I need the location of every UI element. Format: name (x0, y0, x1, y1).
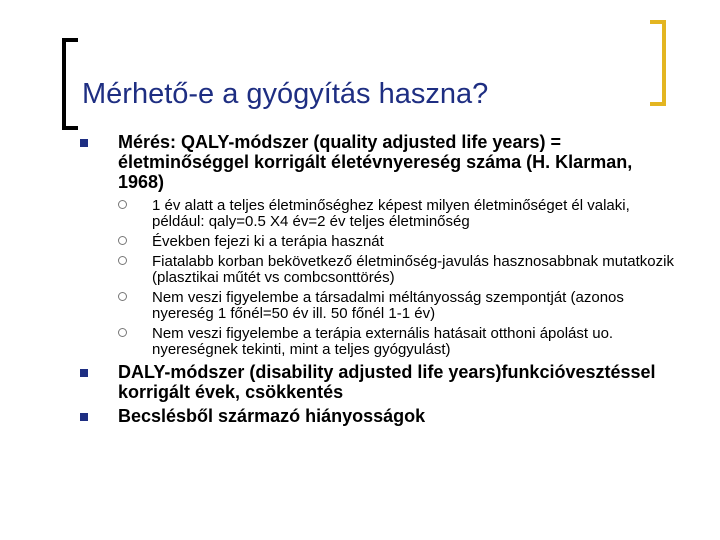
circle-bullet-icon (118, 236, 127, 245)
sub-bullet (80, 326, 680, 358)
sub-bullet (80, 234, 680, 250)
sub-bullet (80, 198, 680, 230)
circle-bullet-icon (118, 292, 127, 301)
sub-bullet-text: Nem veszi figyelembe a társadalmi méltányosság szempontját (azonos nyereség 1 főnél=50 év ill. 50 főnél 1-1 év) (152, 289, 624, 322)
circle-bullet-icon (118, 200, 127, 209)
bullet-text: Becslésből származó hiányosságok (118, 406, 426, 426)
circle-bullet-icon (118, 256, 127, 265)
slide-content (80, 132, 680, 430)
square-bullet-icon (80, 413, 88, 421)
bullet-daly (80, 362, 680, 402)
sub-bullet (80, 290, 680, 322)
sub-bullet-text: Fiatalabb korban bekövetkező életminőség-javulás hasznosabbnak mutatkozik (plasztikai műtét vs combcsonttörés) (152, 253, 674, 286)
left-bracket-decoration (62, 38, 78, 130)
sub-bullet-text: 1 év alatt a teljes életminőséghez képest milyen életminőséget él valaki, például: qaly=0.5 X4 év=2 év teljes életminőség (152, 197, 630, 230)
sub-bullet-text: Években fejezi ki a terápia hasznát (152, 233, 384, 250)
bullet-estimation (80, 406, 680, 426)
square-bullet-icon (80, 139, 88, 147)
bullet-qaly (80, 132, 680, 192)
right-bracket-decoration (650, 20, 666, 106)
sub-bullet (80, 254, 680, 286)
slide-title: Mérhető-e a gyógyítás haszna? (82, 78, 489, 110)
square-bullet-icon (80, 369, 88, 377)
bullet-text: DALY-módszer (disability adjusted life years)funkcióvesztéssel korrigált évek, csökkentés (118, 362, 656, 402)
sub-bullet-list (80, 198, 680, 358)
sub-bullet-text: Nem veszi figyelembe a terápia externális hatásait otthoni ápolást uo. nyereségnek tekinti, mint a teljes gyógyulást) (152, 325, 614, 358)
bullet-text: Mérés: QALY-módszer (quality adjusted life years) = életminőséggel korrigált életévnyereség száma (H. Klarman, 1968) (118, 132, 633, 192)
circle-bullet-icon (118, 328, 127, 337)
